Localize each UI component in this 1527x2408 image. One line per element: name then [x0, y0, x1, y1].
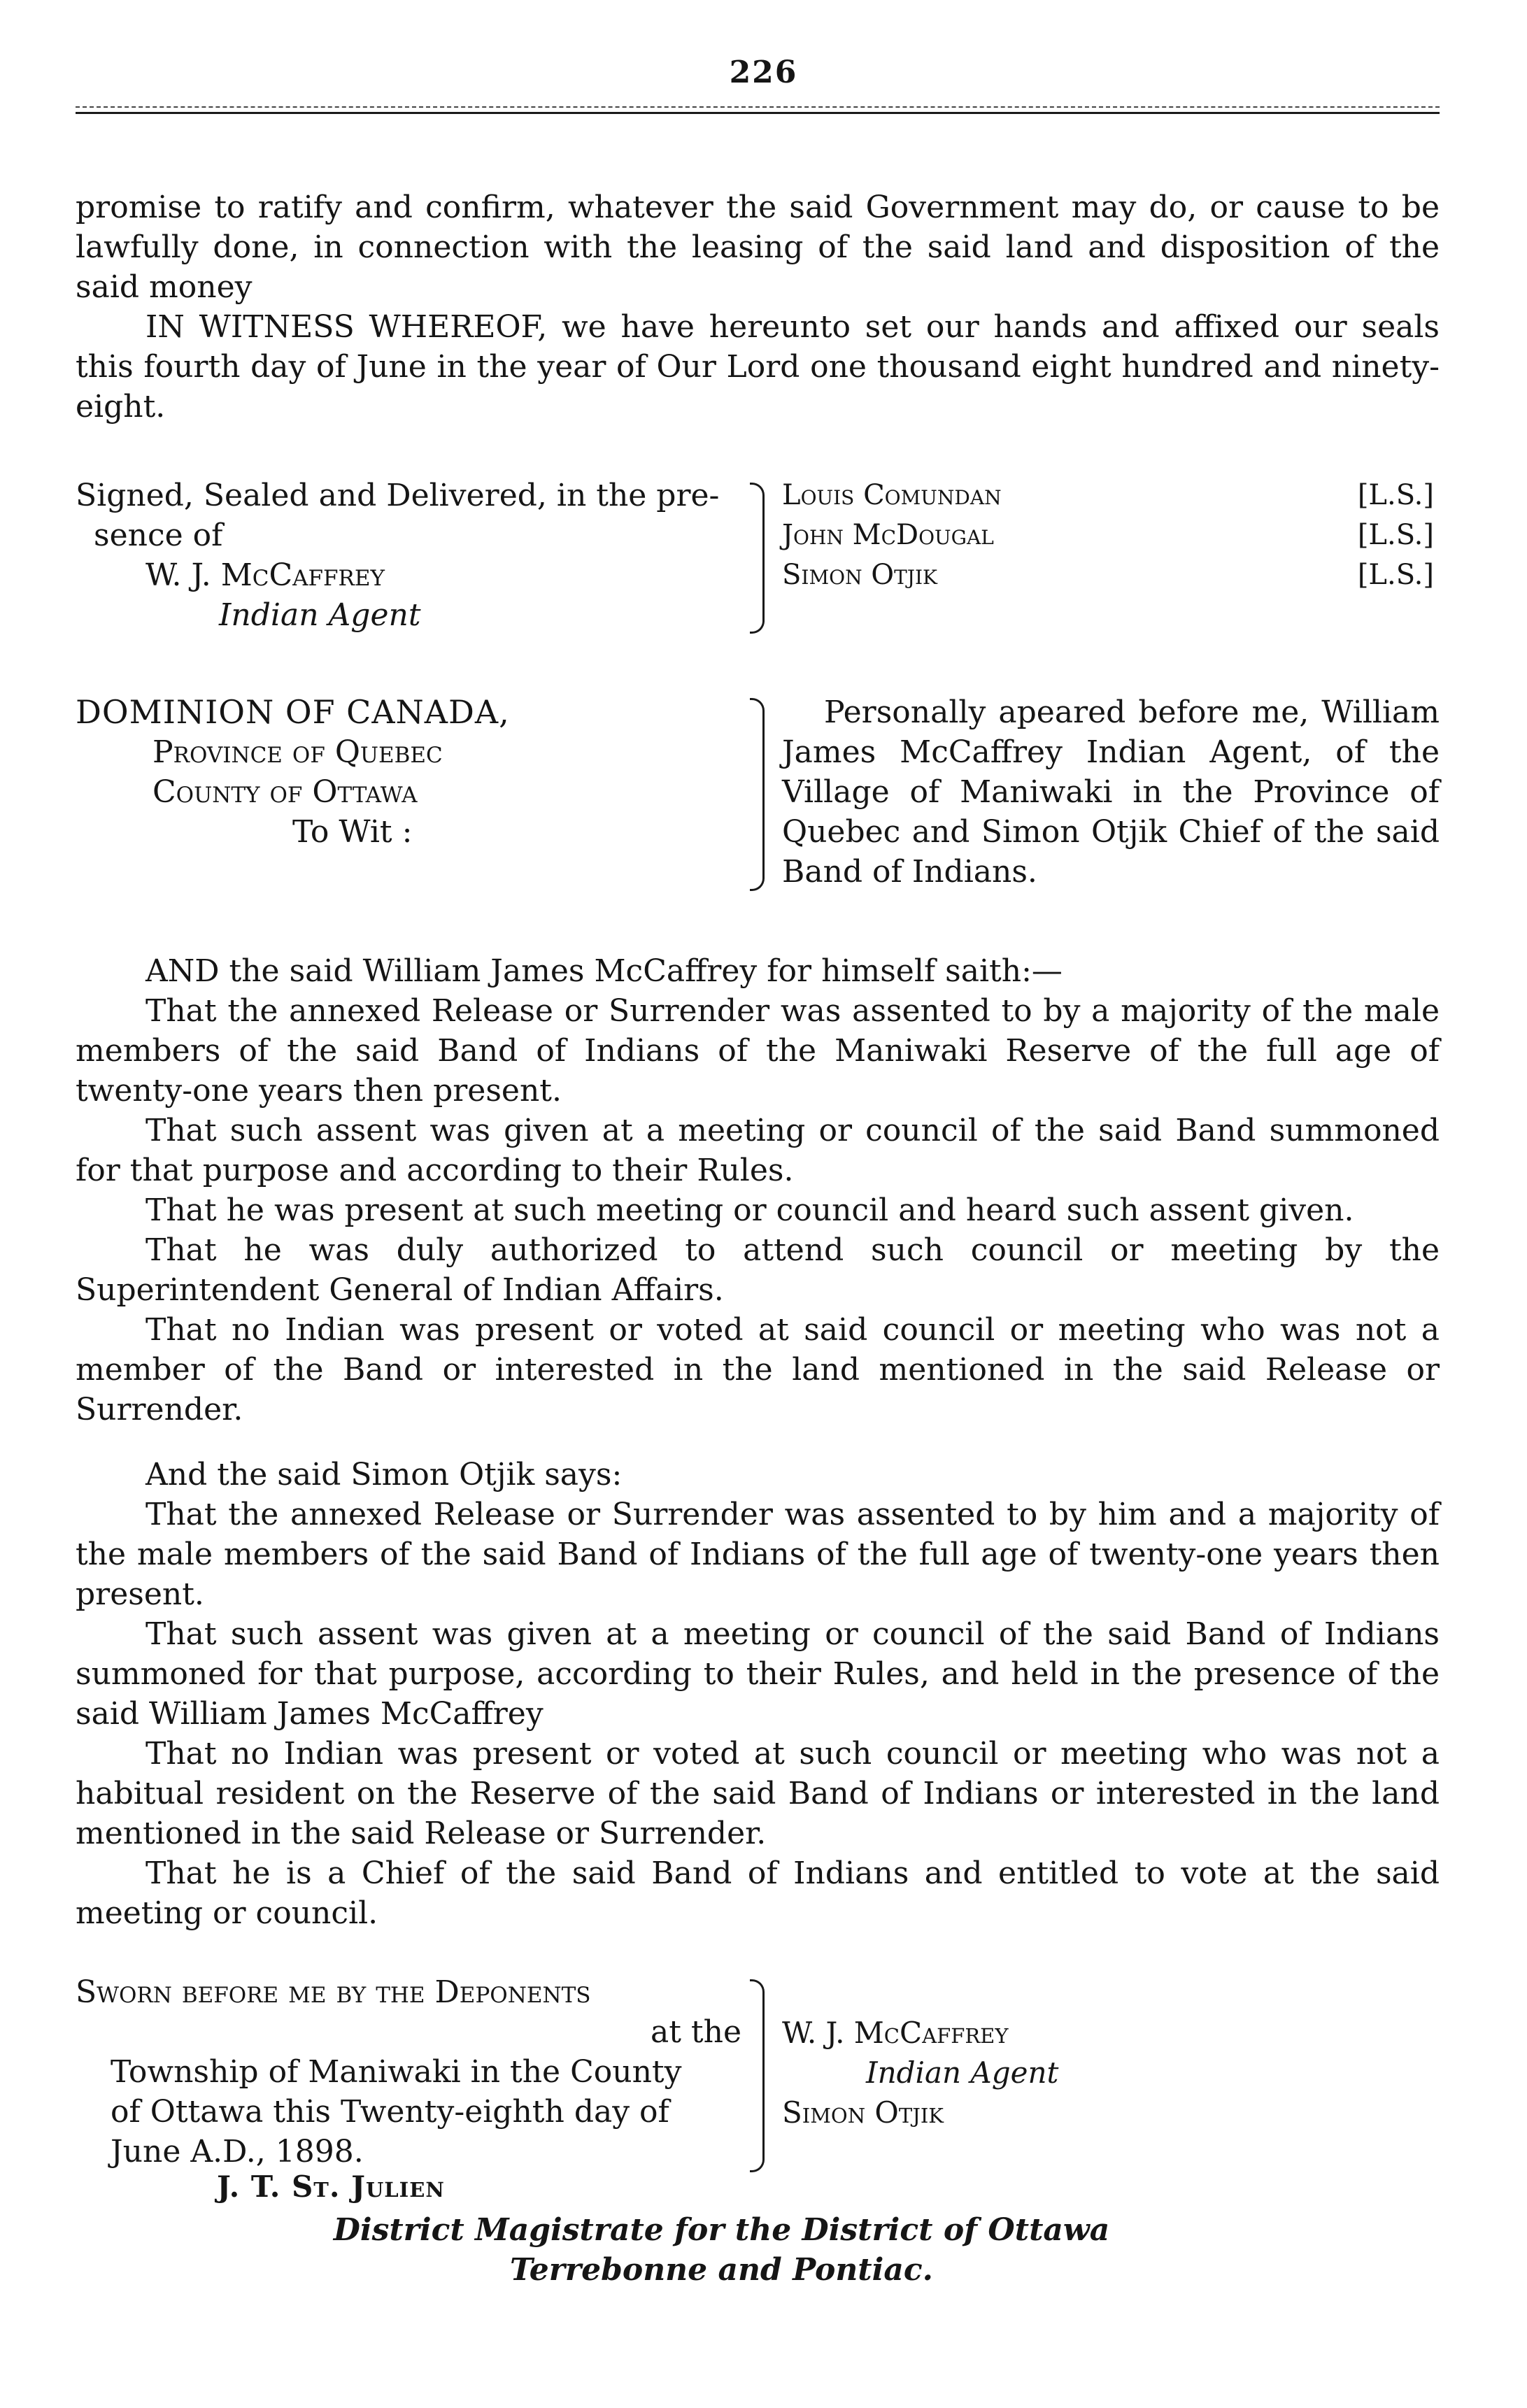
signed-line-1: Signed, Sealed and Delivered, in the pre-	[76, 478, 720, 513]
otjik-intro: And the said Simon Otjik says:	[145, 1457, 623, 1492]
otjik-para-2: That such assent was given at a meeting or council of the said Band of Indians summoned for that purpose, according to their Rules, and held in the presence of the said William James McCaffrey	[76, 1616, 1440, 1732]
deponent-2-name: Simon Otjik	[782, 2095, 944, 2130]
mccaffrey-deposition	[76, 951, 1440, 1430]
jurisdiction-brace	[750, 698, 765, 891]
otjik-para-1: That the annexed Release or Surrender was assented to by him and a majority of the male members of the said Band of Indians of the full age of twenty-one years then present.	[76, 1497, 1440, 1612]
header-rule	[76, 112, 1440, 114]
seal-marks	[1308, 476, 1434, 595]
magistrate-title	[0, 2210, 1527, 2290]
signer-1: Louis Comundan	[782, 479, 1002, 511]
jurisdiction-block	[76, 692, 705, 852]
page-number: 226	[729, 55, 798, 90]
mccaffrey-para-1: That the annexed Release or Surrender was assented to by a majority of the male members of the said Band of Indians of the Maniwaki Reserve of the full age of twenty-one years then present.	[76, 993, 1440, 1109]
signers-list	[782, 476, 1076, 595]
signer-3: Simon Otjik	[782, 559, 937, 591]
seal-1: [L.S.]	[1357, 479, 1434, 511]
sworn-block	[76, 1972, 747, 2172]
sworn-line-5: June A.D., 1898.	[111, 2134, 364, 2170]
intro-paragraph: promise to ratify and confirm, whatever the said Government may do, or cause to be lawfully done, in connection with the leasing of the said land and disposition of the said money	[76, 190, 1440, 305]
witness-paragraph: IN WITNESS WHEREOF, we have hereunto set our hands and affixed our seals this fourth day of June in the year of Our Lord one thousand eight hundred and ninety-eight.	[76, 309, 1440, 425]
mccaffrey-para-2: That such assent was given at a meeting or council of the said Band summoned for that purpose and according to their Rules.	[76, 1113, 1440, 1188]
header-rule-top	[76, 106, 1440, 108]
deponent-1-name: W. J. McCaffrey	[782, 2016, 1009, 2050]
signer-2: John McDougal	[782, 519, 994, 551]
sworn-line-1: Sworn before me by the Deponents	[76, 1974, 591, 2010]
sworn-brace	[750, 1979, 765, 2172]
mccaffrey-para-4: That he was duly authorized to attend such council or meeting by the Superintendent General of Indian Affairs.	[76, 1232, 1440, 1308]
signed-sealed-block	[76, 476, 747, 635]
seal-3: [L.S.]	[1357, 559, 1434, 591]
appearance-block	[782, 692, 1440, 892]
sworn-line-2: at the	[651, 2014, 741, 2050]
magistrate-name: J. T. St. Julien	[217, 2170, 445, 2204]
dominion-heading: DOMINION OF CANADA,	[76, 693, 510, 731]
mccaffrey-para-5: That no Indian was present or voted at said council or meeting who was not a member of the Band or interested in the land mentioned in the said Release or Surrender.	[76, 1312, 1440, 1427]
seal-2: [L.S.]	[1357, 519, 1434, 551]
witness-name: W. J. McCaffrey	[145, 557, 385, 593]
signature-brace	[750, 483, 765, 634]
signed-line-2: sence of	[94, 518, 223, 553]
magistrate-title-line-1: District Magistrate for the District of Ottawa	[333, 2212, 1110, 2248]
mccaffrey-para-3: That he was present at such meeting or council and heard such assent given.	[145, 1192, 1354, 1228]
deponents-block	[782, 2013, 1202, 2132]
witness-title: Indian Agent	[219, 597, 421, 633]
to-wit-line: To Wit :	[292, 814, 413, 850]
sworn-line-3: Township of Maniwaki in the County	[111, 2054, 682, 2090]
magistrate-title-line-2: Terrebonne and Pontiac.	[510, 2252, 933, 2288]
intro-section	[76, 187, 1440, 427]
sworn-line-4: of Ottawa this Twenty-eighth day of	[111, 2094, 669, 2130]
appearance-text: Personally apeared before me, William James McCaffrey Indian Agent, of the Village of Maniwaki in the Province of Quebec and Simon Otjik Chief of the said Band of Indians.	[782, 694, 1440, 890]
otjik-para-4: That he is a Chief of the said Band of Indians and entitled to vote at the said meeting or council.	[76, 1855, 1440, 1931]
deponent-1-title: Indian Agent	[866, 2056, 1059, 2090]
province-line: Province of Quebec	[152, 734, 443, 770]
otjik-deposition	[76, 1455, 1440, 1933]
mccaffrey-intro: AND the said William James McCaffrey for himself saith:—	[145, 953, 1063, 989]
otjik-para-3: That no Indian was present or voted at such council or meeting who was not a habitual resident on the Reserve of the said Band of Indians or interested in the land mentioned in the said Release or Surrender.	[76, 1736, 1440, 1851]
county-line: County of Ottawa	[152, 774, 418, 810]
